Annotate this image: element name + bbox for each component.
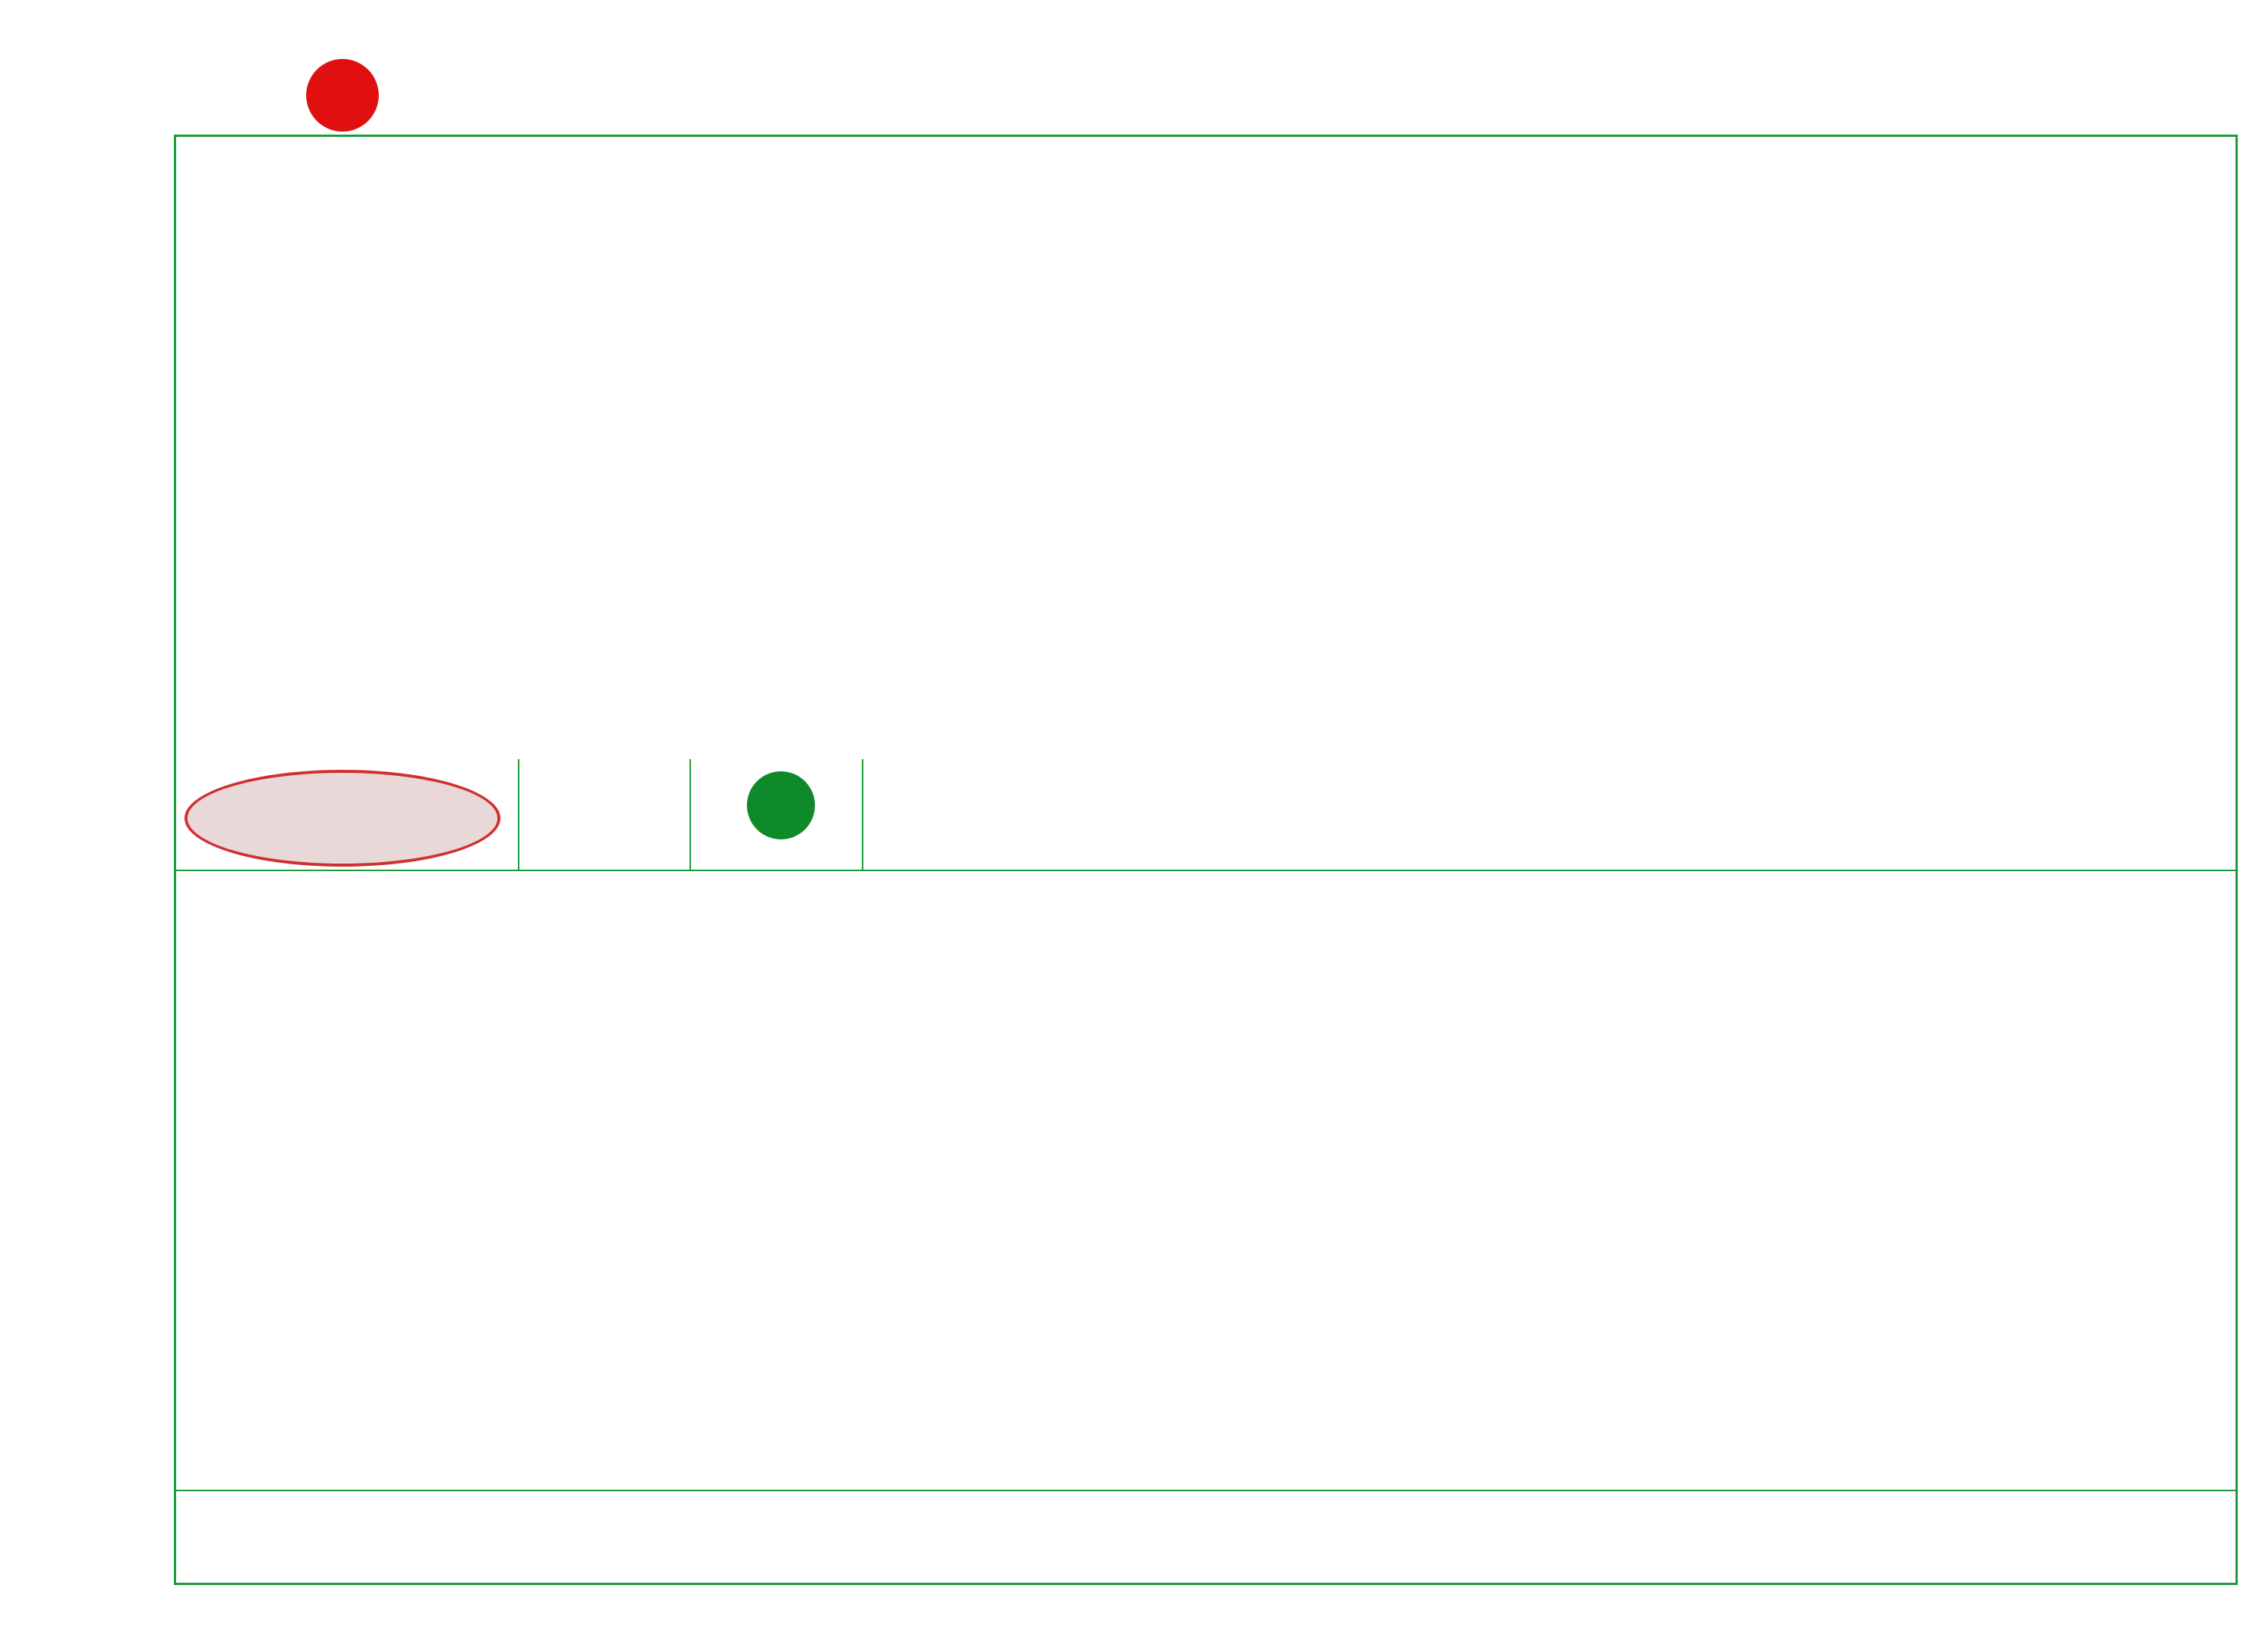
ball-49: [733, 765, 830, 865]
divider: [518, 759, 519, 870]
issue-badge: [306, 59, 379, 132]
divider: [689, 759, 691, 870]
divider: [862, 759, 863, 870]
role-grid: [174, 1128, 2238, 1489]
footer-grid: [174, 1490, 2238, 1587]
top-header-grid: [174, 135, 2238, 318]
ball-number: [747, 771, 815, 839]
ball-grid: [174, 318, 2238, 759]
stamp: [184, 770, 500, 867]
bottom-info-grid: [174, 871, 2238, 1128]
middle-band: [174, 759, 2238, 871]
